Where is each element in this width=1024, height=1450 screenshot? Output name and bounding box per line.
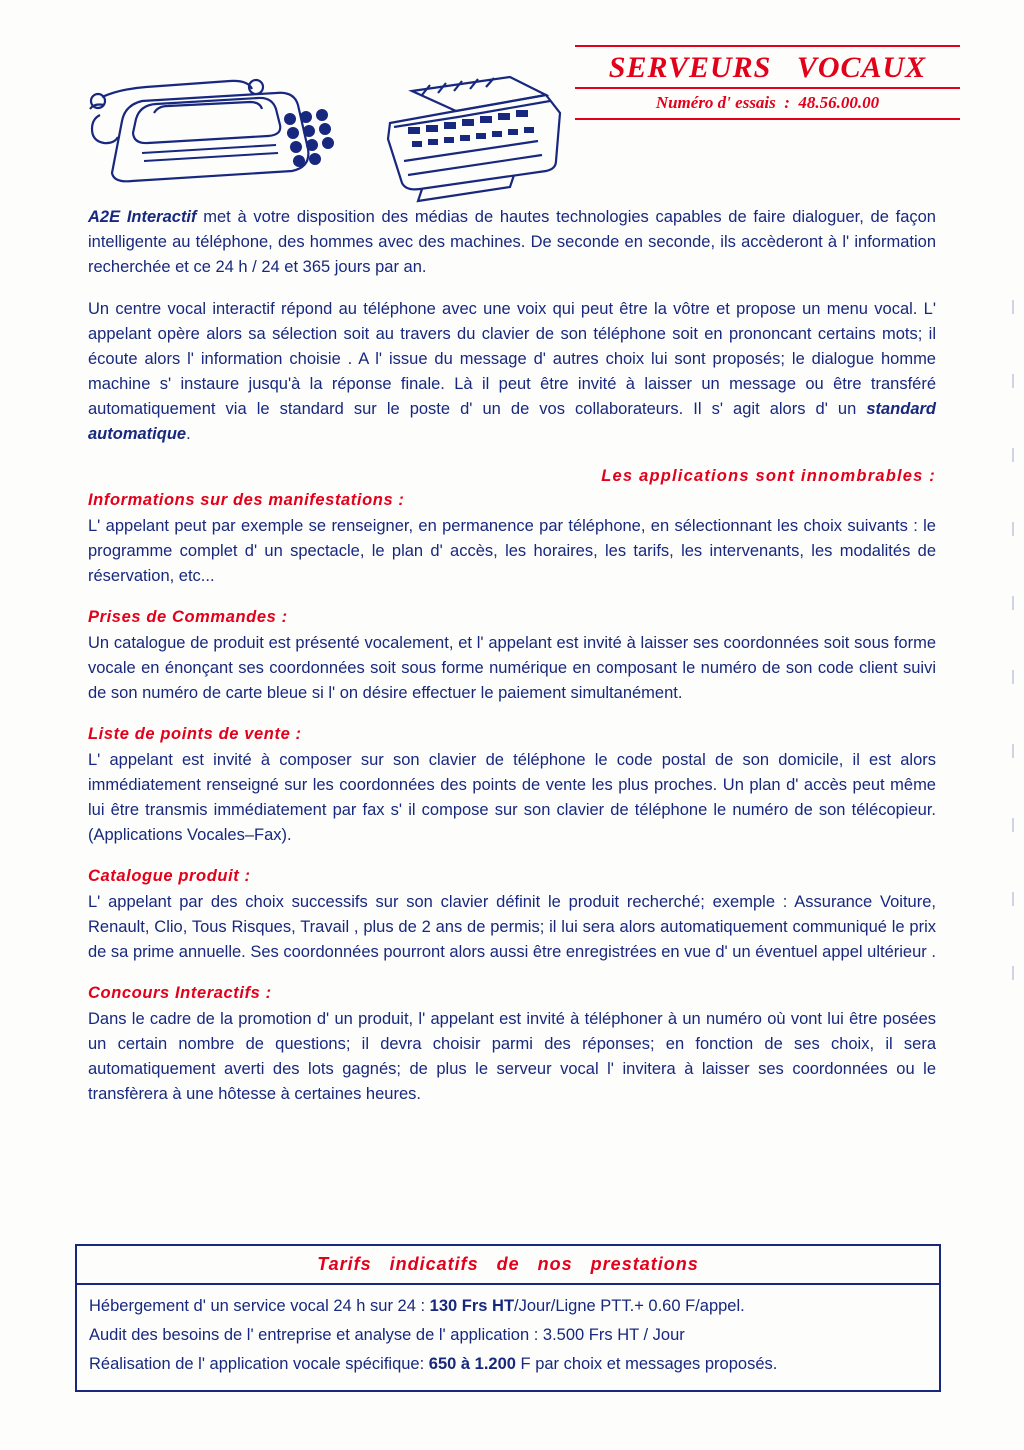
title-rule-bottom <box>575 118 960 120</box>
section-heading: Liste de points de vente : <box>88 725 302 743</box>
section-heading: Concours Interactifs : <box>88 984 272 1002</box>
tariff-line <box>89 1293 927 1320</box>
document-body <box>88 205 936 1113</box>
scan-edge-marks <box>1012 300 1015 1200</box>
trial-number: Numéro d' essais : 48.56.00.00 <box>655 93 880 112</box>
applications-heading: Les applications sont innombrables : <box>601 467 936 485</box>
intro-text: met à votre disposition des médias de hautes technologies capables de faire dialoguer, de façon intelligente au téléphone, des hommes avec des machines. De seconde en seconde, ils accèderont à l' information recherchée et ce 24 h / 24 et 365 jours par an. <box>88 208 936 276</box>
section-concours-interactifs <box>88 981 936 1107</box>
description-text-before: Un centre vocal interactif répond au téléphone avec une voix qui peut être la vôtre et propose un menu vocal. L' appelant opère alors sa sélection soit au travers du clavier de son téléphone soit en prononcant certains mots; il écoute alors l' information choisie . A l' issue du message d' autres choix lui sont proposés; le dialogue homme machine s' instaure jusqu'à la réponse finale. Là il peut être invité à laisser un message ou être transféré automatiquement via le standard sur le poste d' un de vos collaborateurs. Il s' agit alors d' un <box>88 300 936 418</box>
fax-machine-icon <box>360 65 590 205</box>
section-body: L' appelant peut par exemple se renseigner, en permanence par téléphone, en sélectionnant les choix suivants : le programme complet d' un spectacle, le plan d' accès, les horaires, les tarifs, les intervenants, les modalités de réservation, etc... <box>88 517 936 585</box>
company-name: A2E Interactif <box>88 208 197 226</box>
tariffs-title: Tarifs indicatifs de nos prestations <box>77 1246 939 1285</box>
tariff-suffix: /Jour/Ligne PTT.+ 0.60 F/appel. <box>514 1297 745 1315</box>
section-liste-points-de-vente <box>88 722 936 848</box>
document-header <box>70 40 960 185</box>
section-body: L' appelant est invité à composer sur son clavier de téléphone le code postal de son domicile, il est alors immédiatement renseigné sur les coordonnées des points de vente les plus proches. Un plan d' accès peut même lui être transmis immédiatement par fax s' il compose sur son clavier de téléphone le numéro de son télécopieur. (Applications Vocales–Fax). <box>88 751 936 844</box>
header-title-block <box>575 45 960 120</box>
section-body: Dans le cadre de la promotion d' un produit, l' appelant est invité à téléphoner à un numéro où vont lui être posées un certain nombre de questions; il devra choisir parmi des réponses; en fonction de ses choix, il sera automatiquement averti des lots gagnés; de plus le serveur vocal l' invitera à laisser ses coordonnées ou le transfèrera à une hôtesse à certaines heures. <box>88 1010 936 1103</box>
description-emphasis: standard automatique <box>88 400 936 443</box>
tariff-price: 650 à 1.200 <box>428 1355 516 1373</box>
section-prises-de-commandes <box>88 605 936 706</box>
description-text-after: . <box>186 425 191 443</box>
tariff-suffix: F par choix et messages proposés. <box>515 1355 778 1373</box>
desk-telephone-icon <box>80 75 340 185</box>
tariff-prefix: Hébergement d' un service vocal 24 h sur 24 : <box>89 1297 430 1315</box>
intro-paragraph <box>88 205 936 280</box>
section-body: Un catalogue de produit est présenté vocalement, et l' appelant est invité à laisser ses coordonnées soit sous forme vocale en énonçant ses coordonnées soit sous forme numérique en composant le numéro de son code client suivi de son numéro de carte bleue si l' on désire effectuer le paiement simultanément. <box>88 634 936 702</box>
section-catalogue-produit <box>88 864 936 965</box>
section-body: L' appelant par des choix successifs sur son clavier définit le produit recherché; exemple : Assurance Voiture, Renault, Clio, Tous Risques, Travail , plus de 2 ans de permis; il lui sera alors automatiquement communiqué le prix de sa prime annuelle. Ses coordonnées pourront alors aussi être enregistrées en vue d' un éventuel appel ultérieur . <box>88 893 936 961</box>
section-heading: Prises de Commandes : <box>88 608 288 626</box>
section-informations <box>88 488 936 589</box>
tariff-prefix: Audit des besoins de l' entreprise et analyse de l' application : 3.500 Frs HT / Jour <box>89 1326 685 1344</box>
tariffs-box <box>75 1244 941 1392</box>
tariff-line <box>89 1351 927 1378</box>
tariff-prefix: Réalisation de l' application vocale spécifique: <box>89 1355 429 1373</box>
section-heading: Catalogue produit : <box>88 867 251 885</box>
tariffs-list <box>77 1285 939 1390</box>
document-title: SERVEURS VOCAUX <box>608 51 927 84</box>
tariff-line <box>89 1322 927 1349</box>
tariff-price: 130 Frs HT <box>429 1297 515 1315</box>
description-paragraph <box>88 297 936 447</box>
section-heading: Informations sur des manifestations : <box>88 491 405 509</box>
